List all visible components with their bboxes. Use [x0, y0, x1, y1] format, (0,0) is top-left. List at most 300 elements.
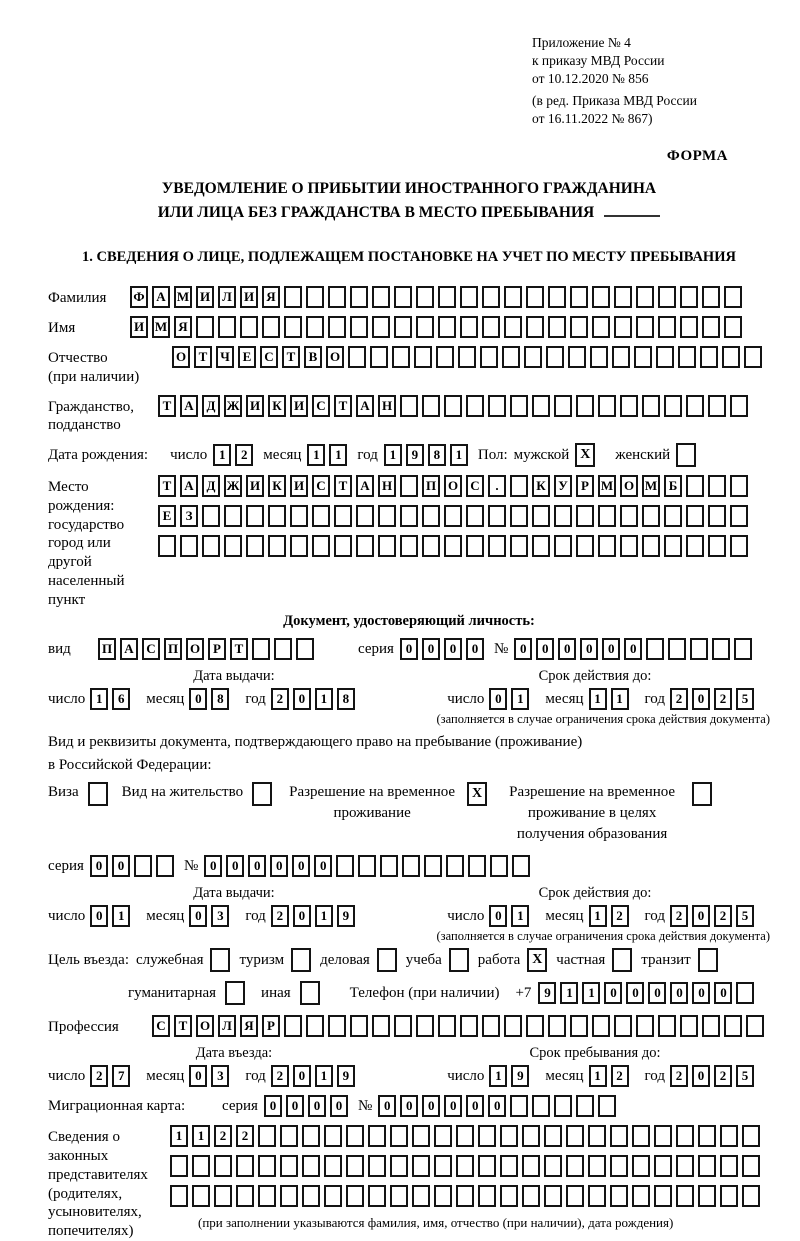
char-cell[interactable]: [240, 316, 258, 338]
char-cell[interactable]: [610, 1185, 628, 1207]
char-cell[interactable]: 2: [90, 1065, 108, 1087]
char-cell[interactable]: [512, 855, 530, 877]
char-cell[interactable]: 2: [670, 688, 688, 710]
char-cell[interactable]: [196, 316, 214, 338]
purpose-tourism-checkbox[interactable]: [291, 948, 311, 972]
char-cell[interactable]: 1: [112, 905, 130, 927]
char-cell[interactable]: [444, 535, 462, 557]
char-cell[interactable]: [570, 316, 588, 338]
char-cell[interactable]: Е: [158, 505, 176, 527]
char-cell[interactable]: П: [422, 475, 440, 497]
char-cell[interactable]: 0: [489, 688, 507, 710]
char-cell[interactable]: [236, 1155, 254, 1177]
char-cell[interactable]: [620, 535, 638, 557]
char-cell[interactable]: [390, 1185, 408, 1207]
char-cell[interactable]: Б: [664, 475, 682, 497]
char-cell[interactable]: З: [180, 505, 198, 527]
char-cell[interactable]: 0: [90, 855, 108, 877]
char-cell[interactable]: 0: [466, 638, 484, 660]
char-cell[interactable]: [592, 286, 610, 308]
char-cell[interactable]: [170, 1185, 188, 1207]
char-cell[interactable]: О: [444, 475, 462, 497]
char-cell[interactable]: [214, 1155, 232, 1177]
char-cell[interactable]: [224, 535, 242, 557]
char-cell[interactable]: [588, 1185, 606, 1207]
char-cell[interactable]: [458, 346, 476, 368]
char-cell[interactable]: А: [180, 475, 198, 497]
char-cell[interactable]: [632, 1185, 650, 1207]
char-cell[interactable]: [368, 1125, 386, 1147]
char-cell[interactable]: Л: [218, 1015, 236, 1037]
char-cell[interactable]: Т: [282, 346, 300, 368]
char-cell[interactable]: [680, 316, 698, 338]
char-cell[interactable]: 2: [271, 905, 289, 927]
char-cell[interactable]: [742, 1185, 760, 1207]
char-cell[interactable]: [532, 505, 550, 527]
char-cell[interactable]: 0: [444, 638, 462, 660]
char-cell[interactable]: [544, 1155, 562, 1177]
char-cell[interactable]: [744, 346, 762, 368]
char-cell[interactable]: [598, 395, 616, 417]
char-cell[interactable]: А: [120, 638, 138, 660]
char-cell[interactable]: 0: [580, 638, 598, 660]
char-cell[interactable]: [368, 1185, 386, 1207]
char-cell[interactable]: 0: [489, 905, 507, 927]
char-cell[interactable]: [358, 855, 376, 877]
char-cell[interactable]: [724, 316, 742, 338]
char-cell[interactable]: [720, 1125, 738, 1147]
char-cell[interactable]: [736, 982, 754, 1004]
char-cell[interactable]: [614, 286, 632, 308]
char-cell[interactable]: Д: [202, 395, 220, 417]
char-cell[interactable]: [434, 1155, 452, 1177]
char-cell[interactable]: [350, 286, 368, 308]
char-cell[interactable]: [350, 316, 368, 338]
char-cell[interactable]: [180, 535, 198, 557]
char-cell[interactable]: [576, 395, 594, 417]
char-cell[interactable]: 3: [211, 905, 229, 927]
char-cell[interactable]: [444, 395, 462, 417]
char-cell[interactable]: Я: [240, 1015, 258, 1037]
char-cell[interactable]: [480, 346, 498, 368]
char-cell[interactable]: [192, 1155, 210, 1177]
char-cell[interactable]: 0: [270, 855, 288, 877]
char-cell[interactable]: Т: [334, 395, 352, 417]
char-cell[interactable]: [668, 638, 686, 660]
char-cell[interactable]: [478, 1155, 496, 1177]
char-cell[interactable]: 1: [560, 982, 578, 1004]
char-cell[interactable]: [214, 1185, 232, 1207]
char-cell[interactable]: [522, 1125, 540, 1147]
char-cell[interactable]: А: [356, 475, 374, 497]
char-cell[interactable]: [686, 475, 704, 497]
char-cell[interactable]: [708, 475, 726, 497]
char-cell[interactable]: [532, 535, 550, 557]
char-cell[interactable]: [730, 505, 748, 527]
char-cell[interactable]: [656, 346, 674, 368]
char-cell[interactable]: [698, 1155, 716, 1177]
char-cell[interactable]: [686, 395, 704, 417]
char-cell[interactable]: [544, 1185, 562, 1207]
char-cell[interactable]: [568, 346, 586, 368]
char-cell[interactable]: [576, 1095, 594, 1117]
char-cell[interactable]: [372, 316, 390, 338]
char-cell[interactable]: 2: [214, 1125, 232, 1147]
char-cell[interactable]: 1: [589, 1065, 607, 1087]
char-cell[interactable]: 2: [714, 688, 732, 710]
char-cell[interactable]: 8: [211, 688, 229, 710]
char-cell[interactable]: Я: [262, 286, 280, 308]
char-cell[interactable]: [258, 1155, 276, 1177]
purpose-transit-checkbox[interactable]: [698, 948, 718, 972]
char-cell[interactable]: [134, 855, 152, 877]
visa-checkbox[interactable]: [88, 782, 108, 806]
char-cell[interactable]: А: [152, 286, 170, 308]
char-cell[interactable]: [438, 1015, 456, 1037]
char-cell[interactable]: [394, 1015, 412, 1037]
char-cell[interactable]: М: [174, 286, 192, 308]
char-cell[interactable]: [416, 316, 434, 338]
char-cell[interactable]: 9: [337, 905, 355, 927]
char-cell[interactable]: 1: [315, 905, 333, 927]
char-cell[interactable]: [720, 1185, 738, 1207]
char-cell[interactable]: [334, 505, 352, 527]
char-cell[interactable]: [202, 505, 220, 527]
char-cell[interactable]: [394, 316, 412, 338]
char-cell[interactable]: [302, 1125, 320, 1147]
char-cell[interactable]: 0: [648, 982, 666, 1004]
char-cell[interactable]: [192, 1185, 210, 1207]
char-cell[interactable]: 2: [714, 1065, 732, 1087]
char-cell[interactable]: 1: [315, 1065, 333, 1087]
char-cell[interactable]: [280, 1155, 298, 1177]
char-cell[interactable]: 0: [400, 638, 418, 660]
char-cell[interactable]: 1: [582, 982, 600, 1004]
char-cell[interactable]: 1: [192, 1125, 210, 1147]
char-cell[interactable]: [460, 286, 478, 308]
char-cell[interactable]: 2: [670, 905, 688, 927]
char-cell[interactable]: И: [196, 286, 214, 308]
char-cell[interactable]: [658, 316, 676, 338]
char-cell[interactable]: [348, 346, 366, 368]
char-cell[interactable]: [380, 855, 398, 877]
char-cell[interactable]: [614, 1015, 632, 1037]
char-cell[interactable]: [306, 1015, 324, 1037]
char-cell[interactable]: [346, 1125, 364, 1147]
char-cell[interactable]: 2: [271, 688, 289, 710]
char-cell[interactable]: [510, 505, 528, 527]
char-cell[interactable]: А: [356, 395, 374, 417]
char-cell[interactable]: [284, 1015, 302, 1037]
char-cell[interactable]: 0: [466, 1095, 484, 1117]
char-cell[interactable]: 1: [489, 1065, 507, 1087]
char-cell[interactable]: [274, 638, 292, 660]
char-cell[interactable]: [284, 286, 302, 308]
char-cell[interactable]: [504, 316, 522, 338]
char-cell[interactable]: [620, 395, 638, 417]
char-cell[interactable]: [700, 346, 718, 368]
purpose-work-checkbox[interactable]: X: [527, 948, 547, 972]
char-cell[interactable]: [170, 1155, 188, 1177]
char-cell[interactable]: 0: [714, 982, 732, 1004]
char-cell[interactable]: [370, 346, 388, 368]
char-cell[interactable]: 0: [204, 855, 222, 877]
char-cell[interactable]: [392, 346, 410, 368]
char-cell[interactable]: 0: [189, 1065, 207, 1087]
char-cell[interactable]: [434, 1185, 452, 1207]
char-cell[interactable]: 6: [112, 688, 130, 710]
char-cell[interactable]: [722, 346, 740, 368]
char-cell[interactable]: [378, 535, 396, 557]
char-cell[interactable]: [488, 395, 506, 417]
char-cell[interactable]: И: [240, 286, 258, 308]
char-cell[interactable]: 1: [611, 688, 629, 710]
char-cell[interactable]: [702, 286, 720, 308]
char-cell[interactable]: [478, 1185, 496, 1207]
char-cell[interactable]: [636, 316, 654, 338]
char-cell[interactable]: 0: [292, 855, 310, 877]
char-cell[interactable]: [532, 1095, 550, 1117]
char-cell[interactable]: [576, 535, 594, 557]
char-cell[interactable]: Ж: [224, 395, 242, 417]
char-cell[interactable]: С: [312, 475, 330, 497]
char-cell[interactable]: [422, 505, 440, 527]
char-cell[interactable]: [262, 316, 280, 338]
char-cell[interactable]: 5: [736, 905, 754, 927]
char-cell[interactable]: 3: [211, 1065, 229, 1087]
char-cell[interactable]: [686, 535, 704, 557]
char-cell[interactable]: [730, 535, 748, 557]
char-cell[interactable]: [504, 286, 522, 308]
char-cell[interactable]: 8: [337, 688, 355, 710]
char-cell[interactable]: [312, 535, 330, 557]
char-cell[interactable]: [444, 505, 462, 527]
char-cell[interactable]: [394, 286, 412, 308]
char-cell[interactable]: 0: [293, 905, 311, 927]
char-cell[interactable]: 0: [248, 855, 266, 877]
char-cell[interactable]: О: [620, 475, 638, 497]
char-cell[interactable]: [636, 286, 654, 308]
char-cell[interactable]: Т: [158, 475, 176, 497]
char-cell[interactable]: [632, 1155, 650, 1177]
char-cell[interactable]: 8: [428, 444, 446, 466]
char-cell[interactable]: [708, 395, 726, 417]
char-cell[interactable]: [456, 1185, 474, 1207]
char-cell[interactable]: 0: [692, 982, 710, 1004]
char-cell[interactable]: [566, 1155, 584, 1177]
char-cell[interactable]: [400, 505, 418, 527]
char-cell[interactable]: [402, 855, 420, 877]
char-cell[interactable]: [642, 535, 660, 557]
purpose-official-checkbox[interactable]: [210, 948, 230, 972]
char-cell[interactable]: [570, 1015, 588, 1037]
char-cell[interactable]: О: [196, 1015, 214, 1037]
char-cell[interactable]: [258, 1125, 276, 1147]
char-cell[interactable]: [488, 535, 506, 557]
char-cell[interactable]: [296, 638, 314, 660]
char-cell[interactable]: П: [98, 638, 116, 660]
char-cell[interactable]: [734, 638, 752, 660]
char-cell[interactable]: [156, 855, 174, 877]
char-cell[interactable]: 1: [90, 688, 108, 710]
char-cell[interactable]: [500, 1125, 518, 1147]
char-cell[interactable]: [664, 535, 682, 557]
char-cell[interactable]: С: [260, 346, 278, 368]
char-cell[interactable]: [654, 1185, 672, 1207]
char-cell[interactable]: 9: [511, 1065, 529, 1087]
char-cell[interactable]: [698, 1185, 716, 1207]
char-cell[interactable]: С: [312, 395, 330, 417]
char-cell[interactable]: 0: [670, 982, 688, 1004]
char-cell[interactable]: [488, 505, 506, 527]
char-cell[interactable]: [482, 1015, 500, 1037]
char-cell[interactable]: [302, 1155, 320, 1177]
char-cell[interactable]: [500, 1185, 518, 1207]
char-cell[interactable]: Р: [262, 1015, 280, 1037]
char-cell[interactable]: [702, 316, 720, 338]
char-cell[interactable]: [400, 535, 418, 557]
char-cell[interactable]: [290, 535, 308, 557]
char-cell[interactable]: [724, 1015, 742, 1037]
char-cell[interactable]: [378, 505, 396, 527]
char-cell[interactable]: 0: [624, 638, 642, 660]
char-cell[interactable]: М: [152, 316, 170, 338]
char-cell[interactable]: 5: [736, 1065, 754, 1087]
char-cell[interactable]: [522, 1155, 540, 1177]
char-cell[interactable]: П: [164, 638, 182, 660]
char-cell[interactable]: 1: [450, 444, 468, 466]
char-cell[interactable]: К: [268, 395, 286, 417]
char-cell[interactable]: [328, 316, 346, 338]
char-cell[interactable]: [334, 535, 352, 557]
temp-residence-checkbox[interactable]: X: [467, 782, 487, 806]
char-cell[interactable]: [280, 1125, 298, 1147]
char-cell[interactable]: [610, 1125, 628, 1147]
char-cell[interactable]: [246, 505, 264, 527]
char-cell[interactable]: [236, 1185, 254, 1207]
char-cell[interactable]: [416, 1015, 434, 1037]
char-cell[interactable]: [290, 505, 308, 527]
char-cell[interactable]: [566, 1125, 584, 1147]
char-cell[interactable]: Ж: [224, 475, 242, 497]
char-cell[interactable]: [306, 316, 324, 338]
char-cell[interactable]: [372, 1015, 390, 1037]
char-cell[interactable]: 0: [422, 638, 440, 660]
char-cell[interactable]: [680, 286, 698, 308]
char-cell[interactable]: А: [180, 395, 198, 417]
char-cell[interactable]: У: [554, 475, 572, 497]
char-cell[interactable]: [502, 346, 520, 368]
char-cell[interactable]: Ч: [216, 346, 234, 368]
char-cell[interactable]: [642, 395, 660, 417]
char-cell[interactable]: [268, 505, 286, 527]
char-cell[interactable]: 0: [314, 855, 332, 877]
char-cell[interactable]: Т: [174, 1015, 192, 1037]
temp-residence-education-checkbox[interactable]: [692, 782, 712, 806]
char-cell[interactable]: [532, 395, 550, 417]
char-cell[interactable]: [690, 638, 708, 660]
char-cell[interactable]: [466, 395, 484, 417]
purpose-humanitarian-checkbox[interactable]: [225, 981, 245, 1005]
char-cell[interactable]: [460, 316, 478, 338]
char-cell[interactable]: 2: [714, 905, 732, 927]
char-cell[interactable]: [598, 505, 616, 527]
char-cell[interactable]: [742, 1155, 760, 1177]
char-cell[interactable]: [590, 346, 608, 368]
char-cell[interactable]: [390, 1125, 408, 1147]
char-cell[interactable]: 0: [558, 638, 576, 660]
char-cell[interactable]: С: [142, 638, 160, 660]
char-cell[interactable]: [634, 346, 652, 368]
char-cell[interactable]: 1: [511, 688, 529, 710]
char-cell[interactable]: 0: [692, 1065, 710, 1087]
char-cell[interactable]: 9: [406, 444, 424, 466]
char-cell[interactable]: [412, 1155, 430, 1177]
char-cell[interactable]: [280, 1185, 298, 1207]
char-cell[interactable]: .: [488, 475, 506, 497]
char-cell[interactable]: [500, 1155, 518, 1177]
char-cell[interactable]: [466, 505, 484, 527]
char-cell[interactable]: И: [246, 475, 264, 497]
char-cell[interactable]: [466, 535, 484, 557]
char-cell[interactable]: [730, 475, 748, 497]
purpose-other-checkbox[interactable]: [300, 981, 320, 1005]
char-cell[interactable]: [350, 1015, 368, 1037]
char-cell[interactable]: [612, 346, 630, 368]
char-cell[interactable]: [658, 286, 676, 308]
char-cell[interactable]: [614, 316, 632, 338]
char-cell[interactable]: [218, 316, 236, 338]
char-cell[interactable]: [554, 505, 572, 527]
char-cell[interactable]: [400, 475, 418, 497]
char-cell[interactable]: 2: [611, 1065, 629, 1087]
char-cell[interactable]: 2: [611, 905, 629, 927]
char-cell[interactable]: Ф: [130, 286, 148, 308]
char-cell[interactable]: [202, 535, 220, 557]
char-cell[interactable]: [658, 1015, 676, 1037]
char-cell[interactable]: [746, 1015, 764, 1037]
char-cell[interactable]: 1: [384, 444, 402, 466]
char-cell[interactable]: 0: [286, 1095, 304, 1117]
char-cell[interactable]: [460, 1015, 478, 1037]
char-cell[interactable]: [654, 1155, 672, 1177]
char-cell[interactable]: О: [172, 346, 190, 368]
char-cell[interactable]: [676, 1185, 694, 1207]
char-cell[interactable]: [544, 1125, 562, 1147]
residence-permit-checkbox[interactable]: [252, 782, 272, 806]
char-cell[interactable]: [346, 1155, 364, 1177]
char-cell[interactable]: И: [246, 395, 264, 417]
char-cell[interactable]: [742, 1125, 760, 1147]
char-cell[interactable]: [422, 395, 440, 417]
char-cell[interactable]: [554, 1095, 572, 1117]
char-cell[interactable]: 9: [538, 982, 556, 1004]
char-cell[interactable]: Е: [238, 346, 256, 368]
char-cell[interactable]: И: [290, 475, 308, 497]
char-cell[interactable]: 0: [378, 1095, 396, 1117]
char-cell[interactable]: [598, 1095, 616, 1117]
purpose-private-checkbox[interactable]: [612, 948, 632, 972]
char-cell[interactable]: [446, 855, 464, 877]
char-cell[interactable]: [598, 535, 616, 557]
char-cell[interactable]: 0: [400, 1095, 418, 1117]
char-cell[interactable]: С: [466, 475, 484, 497]
char-cell[interactable]: [664, 505, 682, 527]
char-cell[interactable]: 0: [422, 1095, 440, 1117]
char-cell[interactable]: 2: [670, 1065, 688, 1087]
char-cell[interactable]: [356, 505, 374, 527]
char-cell[interactable]: [510, 395, 528, 417]
